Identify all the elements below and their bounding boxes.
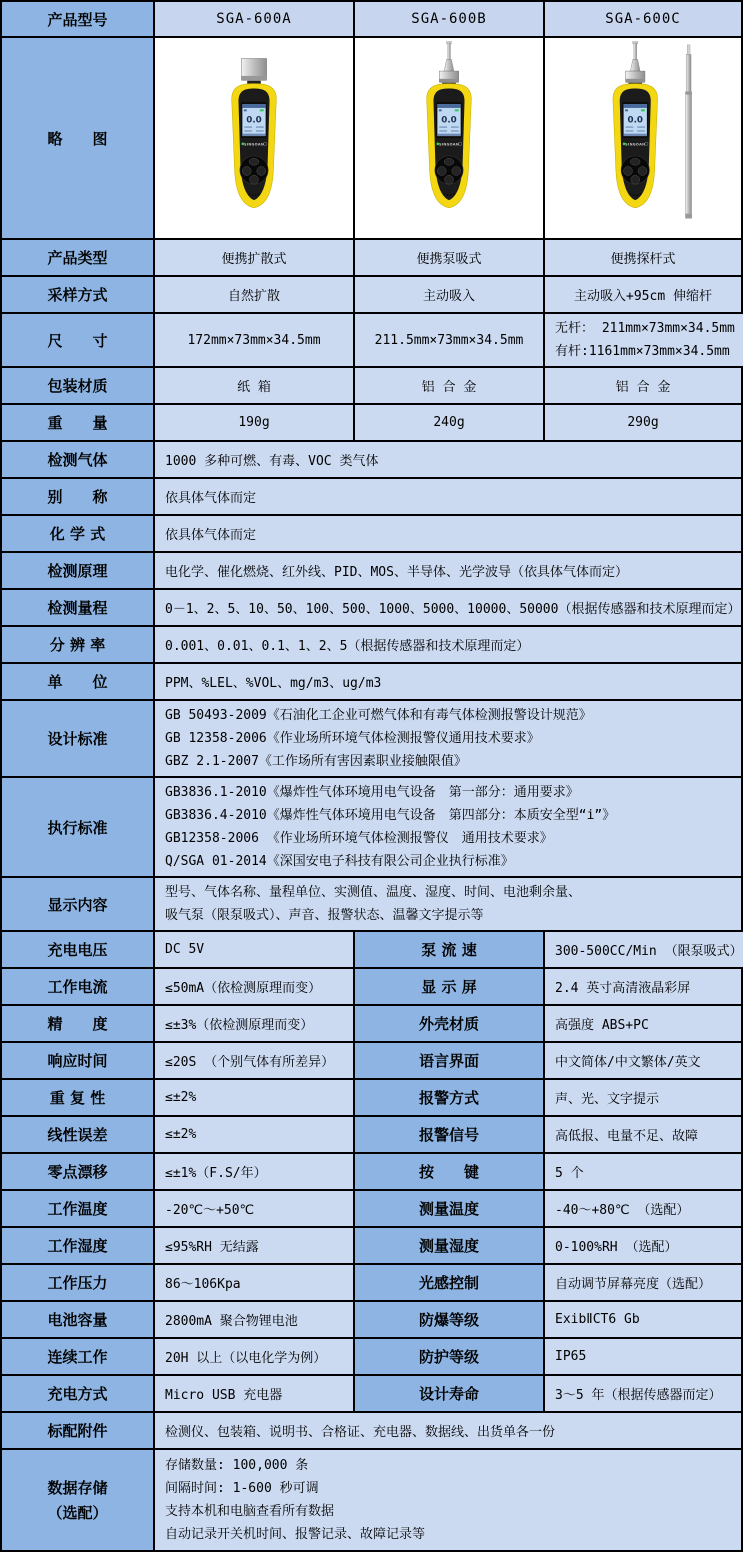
- value-working-temperature: -20℃～+50℃: [155, 1191, 353, 1226]
- row-repeatability-alarm-mode: [2, 1080, 741, 1115]
- value-execution-standard: [155, 778, 741, 876]
- header-row: [2, 2, 741, 36]
- label-display-content: 显示内容: [2, 878, 153, 930]
- value-working-current: ≤50mA（依检测原理而变）: [155, 969, 353, 1004]
- dimensions-c-with-rod: 有杆:1161mm×73mm×34.5mm: [555, 344, 730, 359]
- row-detected-gas: [2, 442, 741, 477]
- value-dimensions-b: 211.5mm×73mm×34.5mm: [355, 314, 543, 366]
- row-dimensions: [2, 314, 741, 366]
- value-chemical-formula: 依具体气体而定: [155, 516, 741, 551]
- label-data-storage: [2, 1450, 153, 1550]
- row-unit: [2, 664, 741, 699]
- value-product-type-b: 便携泵吸式: [355, 240, 543, 275]
- value-product-type-a: 便携扩散式: [155, 240, 353, 275]
- value-measuring-humidity: 0-100%RH （选配）: [545, 1228, 741, 1263]
- data-storage-line: 间隔时间: 1-600 秒可调: [165, 1481, 319, 1496]
- value-working-pressure: 86～106Kpa: [155, 1265, 353, 1300]
- value-design-standard: [155, 701, 741, 776]
- display-content-line: 吸气泵（限泵吸式）、声音、报警状态、温馨文字提示等: [165, 908, 484, 923]
- value-light-control: 自动调节屏幕亮度（选配）: [545, 1265, 741, 1300]
- label-detection-principle: 检测原理: [2, 553, 153, 588]
- dimensions-c-without-rod: 无杆： 211mm×73mm×34.5mm: [555, 321, 735, 336]
- row-zero-drift-keys: [2, 1154, 741, 1189]
- sketch-cell-b: [355, 38, 543, 238]
- data-storage-line: 支持本机和电脑查看所有数据: [165, 1504, 335, 1519]
- row-continuous-working-protection-grade: [2, 1339, 741, 1374]
- row-linearity-error-alarm-signal: [2, 1117, 741, 1152]
- label-alias: 别 称: [2, 479, 153, 514]
- row-packaging-material: [2, 368, 741, 403]
- value-packaging-a: 纸 箱: [155, 368, 353, 403]
- label-continuous-working: 连续工作: [2, 1339, 153, 1374]
- value-display-screen: 2.4 英寸高清液晶彩屏: [545, 969, 741, 1004]
- telescopic-rod-illustration: [685, 45, 692, 219]
- row-detection-range: [2, 590, 741, 625]
- sketch-row: [2, 38, 741, 238]
- label-language-interface: 语言界面: [355, 1043, 543, 1078]
- value-detection-principle: 电化学、催化燃烧、红外线、PID、MOS、半导体、光学波导（依具体气体而定）: [155, 553, 741, 588]
- value-standard-accessories: 检测仪、包装箱、说明书、合格证、充电器、数据线、出货单各一份: [155, 1413, 741, 1448]
- label-working-current: 工作电流: [2, 969, 153, 1004]
- row-display-content: [2, 878, 741, 930]
- label-design-life: 设计寿命: [355, 1376, 543, 1411]
- device-a-illustration: [161, 41, 347, 235]
- value-product-type-c: 便携探杆式: [545, 240, 741, 275]
- execution-standard-line: Q/SGA 01-2014《深国安电子科技有限公司企业执行标准》: [165, 854, 514, 869]
- row-charge-voltage-pump-flow: [2, 932, 741, 967]
- label-accuracy: 精 度: [2, 1006, 153, 1041]
- value-unit: PPM、%LEL、%VOL、mg/m3、ug/m3: [155, 664, 741, 699]
- row-product-type: [2, 240, 741, 275]
- value-detection-range: 0－1、2、5、10、50、100、500、1000、5000、10000、50000（根据传感器和技术原理而定）: [155, 590, 741, 625]
- value-detected-gas: 1000 多种可燃、有毒、VOC 类气体: [155, 442, 741, 477]
- label-detection-range: 检测量程: [2, 590, 153, 625]
- label-product-type: 产品类型: [2, 240, 153, 275]
- label-working-humidity: 工作湿度: [2, 1228, 153, 1263]
- value-measuring-temperature: -40～+80℃ （选配）: [545, 1191, 741, 1226]
- design-standard-line: GBZ 2.1-2007《工作场所有害因素职业接触限值》: [165, 754, 467, 769]
- value-continuous-working: 20H 以上（以电化学为例）: [155, 1339, 353, 1374]
- value-battery-capacity: 2800mA 聚合物锂电池: [155, 1302, 353, 1337]
- value-packaging-b: 铝 合 金: [355, 368, 543, 403]
- value-charge-voltage: DC 5V: [155, 932, 353, 967]
- label-measuring-temperature: 测量温度: [355, 1191, 543, 1226]
- sketch-cell-c: [545, 38, 741, 238]
- model-header-sga-600c: SGA-600C: [545, 2, 741, 36]
- data-storage-line: 自动记录开关机时间、报警记录、故障记录等: [165, 1527, 426, 1542]
- row-charging-method-design-life: [2, 1376, 741, 1411]
- label-response-time: 响应时间: [2, 1043, 153, 1078]
- label-linearity-error: 线性误差: [2, 1117, 153, 1152]
- data-storage-label-line1: 数据存储: [47, 1479, 108, 1497]
- row-alias: [2, 479, 741, 514]
- value-language-interface: 中文简体/中文繁体/英文: [545, 1043, 741, 1078]
- value-sampling-a: 自然扩散: [155, 277, 353, 312]
- value-weight-a: 190g: [155, 405, 353, 440]
- value-repeatability: ≤±2%: [155, 1080, 353, 1115]
- execution-standard-line: GB3836.4-2010《爆炸性气体环境用电气设备 第四部分：本质安全型“i”》: [165, 808, 616, 823]
- label-zero-drift: 零点漂移: [2, 1154, 153, 1189]
- label-weight: 重 量: [2, 405, 153, 440]
- execution-standard-line: GB3836.1-2010《爆炸性气体环境用电气设备 第一部分：通用要求》: [165, 785, 579, 800]
- row-weight: [2, 405, 741, 440]
- label-protection-grade: 防护等级: [355, 1339, 543, 1374]
- data-storage-label-line2: （选配）: [47, 1504, 108, 1522]
- row-execution-standard: [2, 778, 741, 876]
- row-response-time-language: [2, 1043, 741, 1078]
- row-working-pressure-light-control: [2, 1265, 741, 1300]
- value-protection-grade: IP65: [545, 1339, 741, 1374]
- value-alarm-signal: 高低报、电量不足、故障: [545, 1117, 741, 1152]
- value-data-storage: [155, 1450, 741, 1550]
- sketch-cell-a: [155, 38, 353, 238]
- value-accuracy: ≤±3%（依检测原理而变）: [155, 1006, 353, 1041]
- value-sampling-b: 主动吸入: [355, 277, 543, 312]
- value-charging-method: Micro USB 充电器: [155, 1376, 353, 1411]
- value-display-content: [155, 878, 741, 930]
- label-packaging-material: 包装材质: [2, 368, 153, 403]
- value-working-humidity: ≤95%RH 无结露: [155, 1228, 353, 1263]
- value-explosion-proof-grade: ExibⅡCT6 Gb: [545, 1302, 741, 1337]
- label-alarm-mode: 报警方式: [355, 1080, 543, 1115]
- value-alias: 依具体气体而定: [155, 479, 741, 514]
- display-content-line: 型号、气体名称、量程单位、实测值、温度、湿度、时间、电池剩余量、: [165, 885, 582, 900]
- label-chemical-formula: 化 学 式: [2, 516, 153, 551]
- value-pump-flow-rate: 300-500CC/Min （限泵吸式）: [545, 932, 743, 967]
- value-sampling-c: 主动吸入+95cm 伸缩杆: [545, 277, 741, 312]
- design-standard-line: GB 50493-2009《石油化工企业可燃气体和有毒气体检测报警设计规范》: [165, 708, 592, 723]
- row-accuracy-shell-material: [2, 1006, 741, 1041]
- label-dimensions: 尺 寸: [2, 314, 153, 366]
- label-sampling-method: 采样方式: [2, 277, 153, 312]
- value-response-time: ≤20S （个别气体有所差异）: [155, 1043, 353, 1078]
- label-resolution: 分 辨 率: [2, 627, 153, 662]
- sketch-label: 略 图: [2, 38, 153, 238]
- label-working-pressure: 工作压力: [2, 1265, 153, 1300]
- label-light-control: 光感控制: [355, 1265, 543, 1300]
- value-resolution: 0.001、0.01、0.1、1、2、5（根据传感器和技术原理而定）: [155, 627, 741, 662]
- value-alarm-mode: 声、光、文字提示: [545, 1080, 741, 1115]
- value-design-life: 3～5 年（根据传感器而定）: [545, 1376, 741, 1411]
- value-keys: 5 个: [545, 1154, 741, 1189]
- header-product-model-label: 产品型号: [2, 2, 153, 36]
- label-charge-voltage: 充电电压: [2, 932, 153, 967]
- label-explosion-proof-grade: 防爆等级: [355, 1302, 543, 1337]
- value-linearity-error: ≤±2%: [155, 1117, 353, 1152]
- row-detection-principle: [2, 553, 741, 588]
- label-execution-standard: 执行标准: [2, 778, 153, 876]
- label-detected-gas: 检测气体: [2, 442, 153, 477]
- row-sampling-method: [2, 277, 741, 312]
- label-repeatability: 重 复 性: [2, 1080, 153, 1115]
- label-working-temperature: 工作温度: [2, 1191, 153, 1226]
- label-standard-accessories: 标配附件: [2, 1413, 153, 1448]
- label-pump-flow-rate: 泵 流 速: [355, 932, 543, 967]
- device-c-illustration: [550, 41, 736, 235]
- label-charging-method: 充电方式: [2, 1376, 153, 1411]
- row-working-current-display-screen: [2, 969, 741, 1004]
- execution-standard-line: GB12358-2006 《作业场所环境气体检测报警仪 通用技术要求》: [165, 831, 553, 846]
- row-chemical-formula: [2, 516, 741, 551]
- value-weight-b: 240g: [355, 405, 543, 440]
- model-header-sga-600b: SGA-600B: [355, 2, 543, 36]
- label-alarm-signal: 报警信号: [355, 1117, 543, 1152]
- row-data-storage: [2, 1450, 741, 1550]
- label-keys: 按 键: [355, 1154, 543, 1189]
- row-standard-accessories: [2, 1413, 741, 1448]
- value-packaging-c: 铝 合 金: [545, 368, 741, 403]
- label-unit: 单 位: [2, 664, 153, 699]
- value-weight-c: 290g: [545, 405, 741, 440]
- value-dimensions-c: [545, 314, 743, 366]
- row-resolution: [2, 627, 741, 662]
- label-battery-capacity: 电池容量: [2, 1302, 153, 1337]
- label-display-screen: 显 示 屏: [355, 969, 543, 1004]
- row-design-standard: [2, 701, 741, 776]
- row-working-humidity-measuring-humidity: [2, 1228, 741, 1263]
- row-working-temp-measuring-temp: [2, 1191, 741, 1226]
- label-measuring-humidity: 测量湿度: [355, 1228, 543, 1263]
- value-shell-material: 高强度 ABS+PC: [545, 1006, 741, 1041]
- label-shell-material: 外壳材质: [355, 1006, 543, 1041]
- device-b-illustration: [356, 41, 542, 235]
- row-battery-capacity-explosion-proof: [2, 1302, 741, 1337]
- value-zero-drift: ≤±1%（F.S/年）: [155, 1154, 353, 1189]
- label-design-standard: 设计标准: [2, 701, 153, 776]
- data-storage-line: 存储数量: 100,000 条: [165, 1458, 309, 1473]
- value-dimensions-a: 172mm×73mm×34.5mm: [155, 314, 353, 366]
- design-standard-line: GB 12358-2006《作业场所环境气体检测报警仪通用技术要求》: [165, 731, 540, 746]
- model-header-sga-600a: SGA-600A: [155, 2, 353, 36]
